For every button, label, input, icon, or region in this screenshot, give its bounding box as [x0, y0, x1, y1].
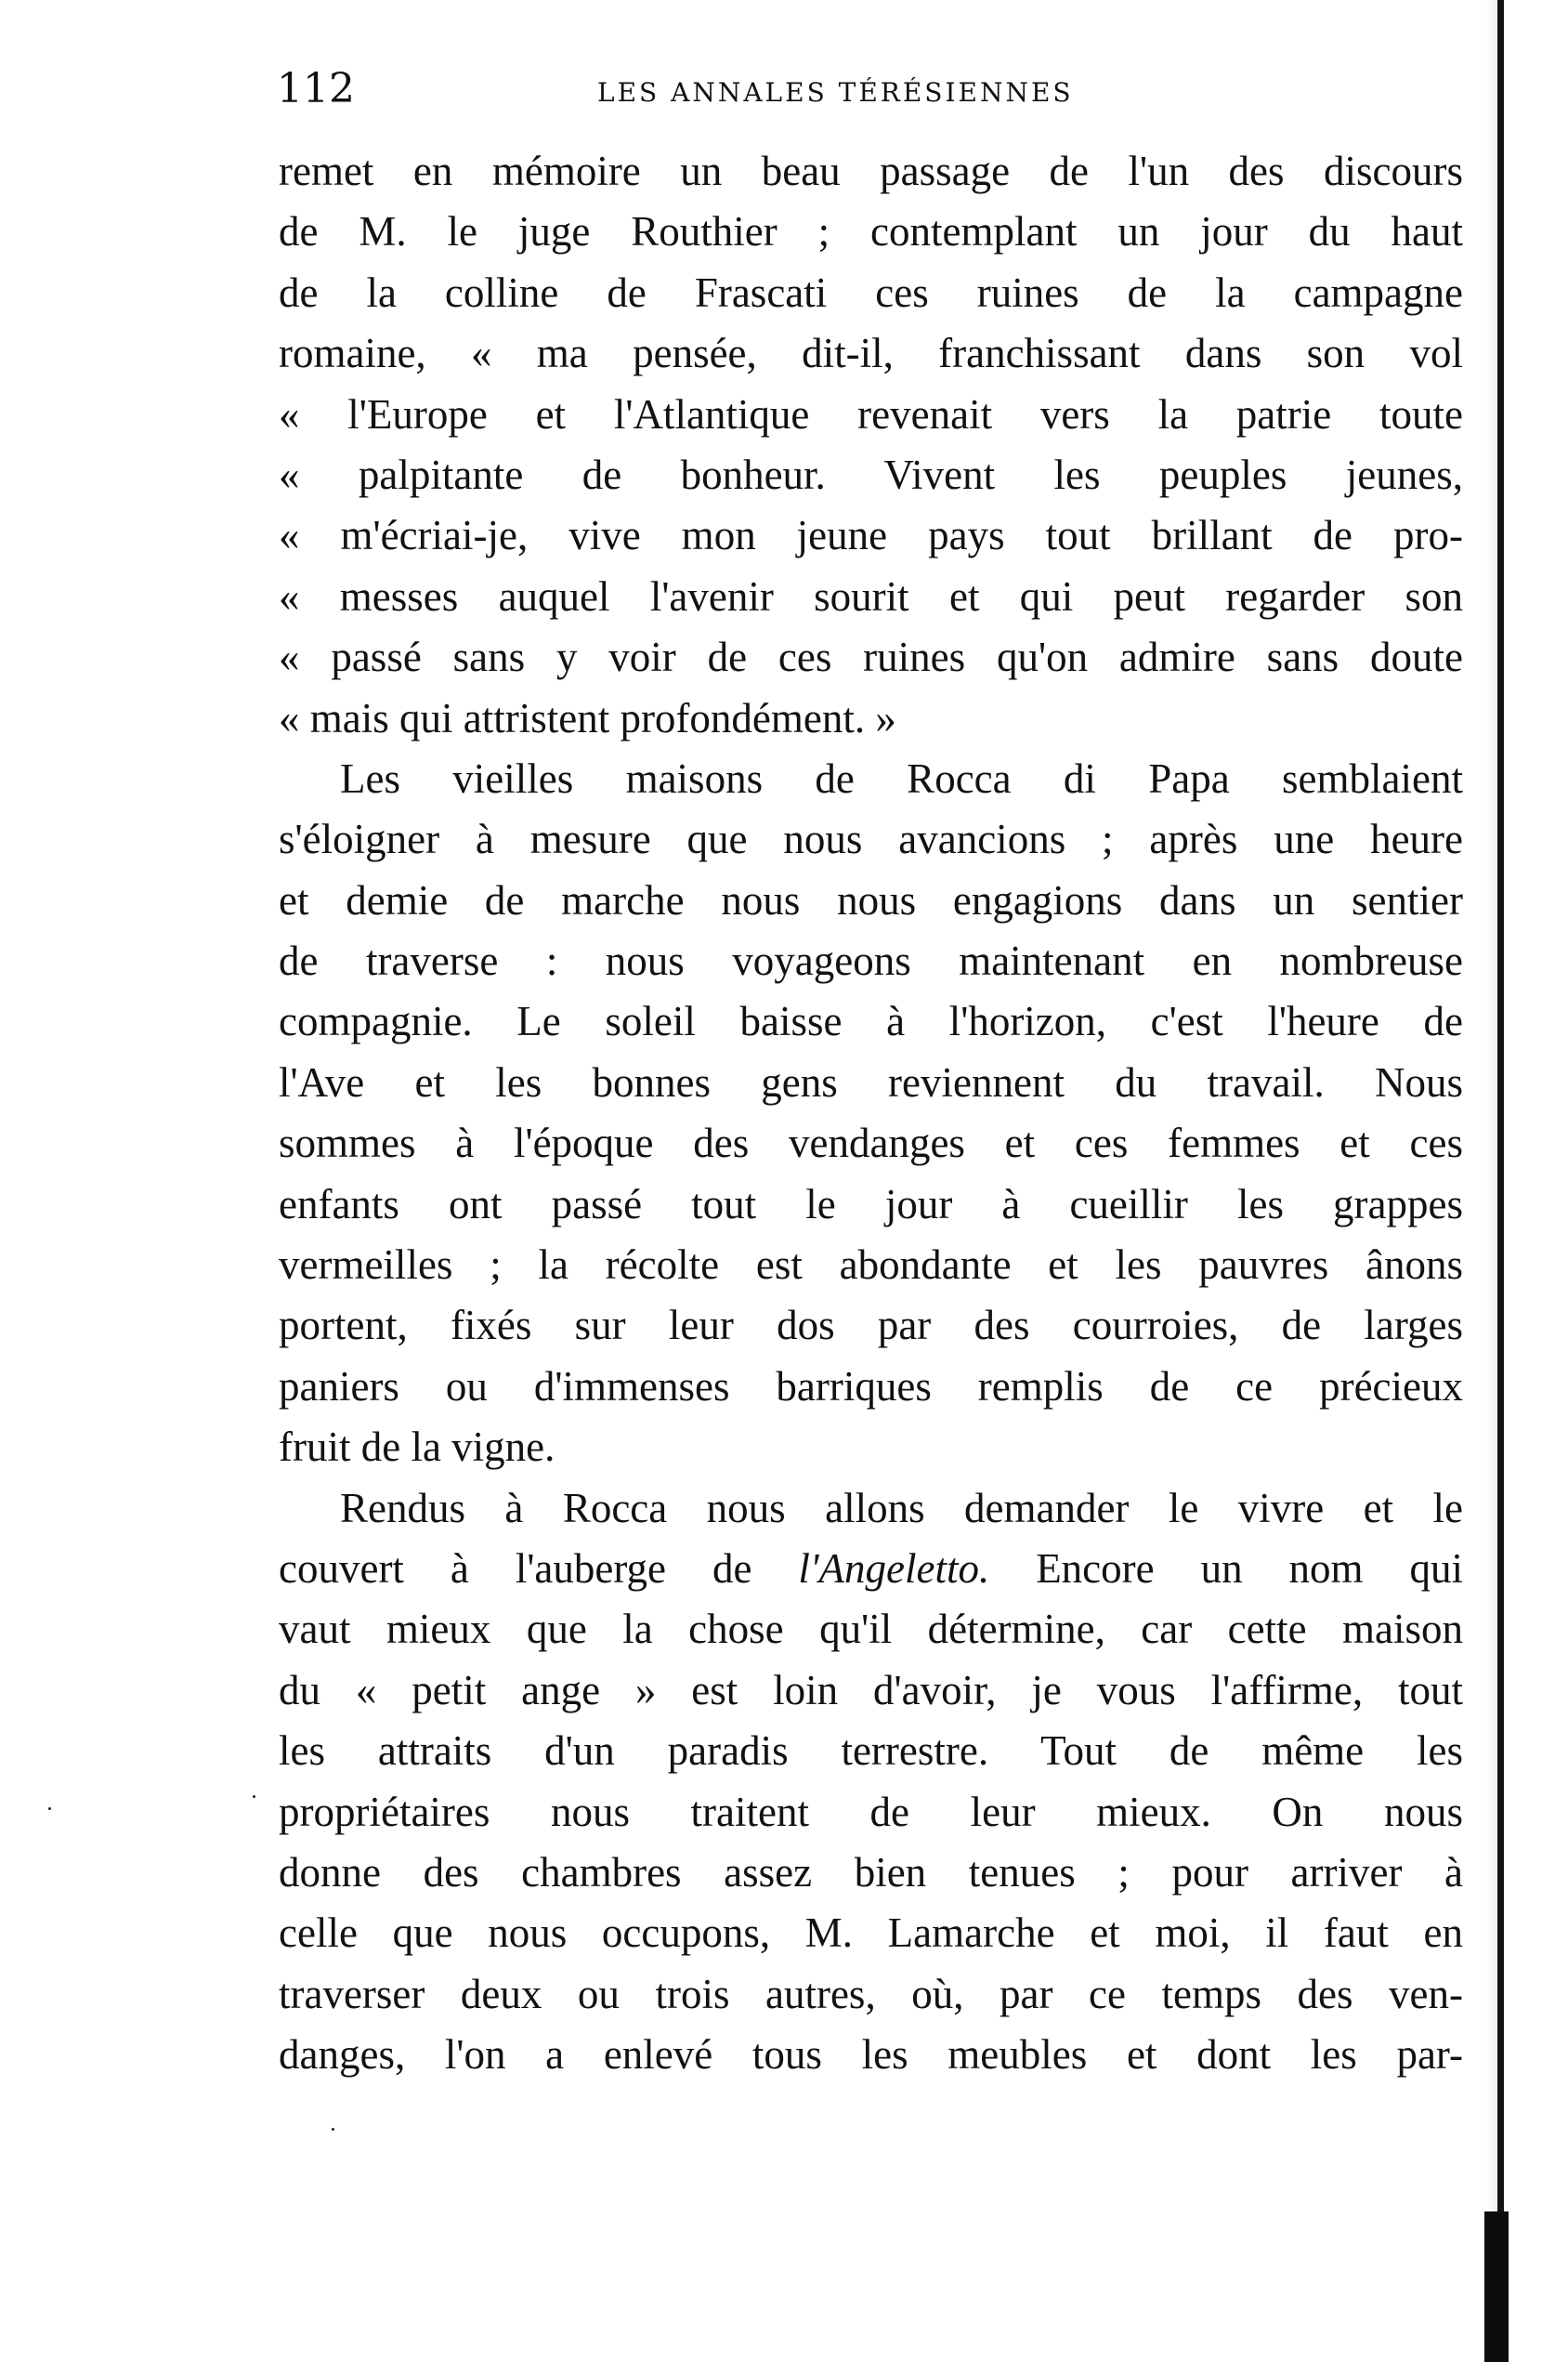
binding-gutter-dark-edge: [1484, 2211, 1509, 2362]
text-line: « palpitante de bonheur. Vivent les peuples jeunes,: [279, 451, 1463, 498]
paragraph: [279, 1478, 1463, 2086]
text-line: de M. le juge Routhier ; contemplant un jour du haut: [279, 208, 1463, 256]
running-title: LES ANNALES TÉRÉSIENNES: [597, 77, 1074, 108]
text-line: de traverse : nous voyageons maintenant en nombreuse: [279, 938, 1463, 985]
text-line: couvert à l'auberge de l'Angeletto. Encore un nom qui: [279, 1544, 1463, 1592]
text-line: vaut mieux que la chose qu'il détermine, car cette maison: [279, 1606, 1463, 1653]
text-line: « mais qui attristent profondément. »: [279, 694, 896, 741]
paragraph: [279, 749, 1463, 1478]
text-line: Les vieilles maisons de Rocca di Papa semblaient: [340, 755, 1463, 802]
text-line: compagnie. Le soleil baisse à l'horizon, c'est l'heure de: [279, 998, 1463, 1045]
text-line: romaine, « ma pensée, dit-il, franchissant dans son vol: [279, 330, 1463, 377]
text-line: « l'Europe et l'Atlantique revenait vers la patrie toute: [279, 390, 1463, 438]
text-line: donne des chambres assez bien tenues ; pour arriver à: [279, 1848, 1463, 1896]
body-text: [279, 141, 1463, 2086]
text-line: sommes à l'époque des vendanges et ces femmes et ces: [279, 1120, 1463, 1167]
text-line: s'éloigner à mesure que nous avancions ; après une heure: [279, 816, 1463, 863]
text-line: remet en mémoire un beau passage de l'un des discours: [279, 148, 1463, 194]
text-line: Rendus à Rocca nous allons demander le vivre et le: [340, 1484, 1463, 1531]
text-line: portent, fixés sur leur dos par des courroies, de larges: [279, 1302, 1463, 1349]
text-line: et demie de marche nous nous engagions dans un sentier: [279, 876, 1463, 924]
text-line: propriétaires nous traitent de leur mieux. On nous: [279, 1788, 1463, 1835]
binding-gutter-line: [1497, 0, 1504, 2362]
text-line: danges, l'on a enlevé tous les meubles et dont les par-: [279, 2031, 1463, 2079]
text-line: traverser deux ou trois autres, où, par ce temps des ven-: [279, 1970, 1463, 2017]
text-line: l'Ave et les bonnes gens reviennent du travail. Nous: [279, 1058, 1463, 1106]
text-line: « m'écriai-je, vive mon jeune pays tout brillant de pro-: [279, 512, 1463, 559]
scan-speck: [332, 2128, 334, 2131]
text-line: paniers ou d'immenses barriques remplis de ce précieux: [279, 1362, 1463, 1410]
text-line: du « petit ange » est loin d'avoir, je vous l'affirme, tout: [279, 1666, 1463, 1713]
page-number: 112: [277, 65, 355, 112]
text-line: enfants ont passé tout le jour à cueillir les grappes: [279, 1180, 1463, 1227]
text-line: celle que nous occupons, M. Lamarche et moi, il faut en: [279, 1909, 1463, 1957]
italic-inn-name: l'Angeletto.: [798, 1544, 990, 1592]
paragraph: [279, 141, 1463, 749]
text-line: les attraits d'un paradis terrestre. Tout de même les: [279, 1727, 1463, 1775]
text-line: fruit de la vigne.: [279, 1424, 555, 1471]
page-header: [277, 52, 1466, 126]
text-line: « passé sans y voir de ces ruines qu'on admire sans doute: [279, 634, 1463, 681]
gutter-shadow: [1486, 0, 1497, 2362]
scan-speck: [253, 1795, 255, 1798]
text-line: vermeilles ; la récolte est abondante et les pauvres ânons: [279, 1241, 1463, 1289]
scan-speck: [48, 1807, 51, 1810]
text-line: « messes auquel l'avenir sourit et qui peut regarder son: [279, 572, 1463, 620]
text-line: de la colline de Frascati ces ruines de la campagne: [279, 269, 1463, 316]
